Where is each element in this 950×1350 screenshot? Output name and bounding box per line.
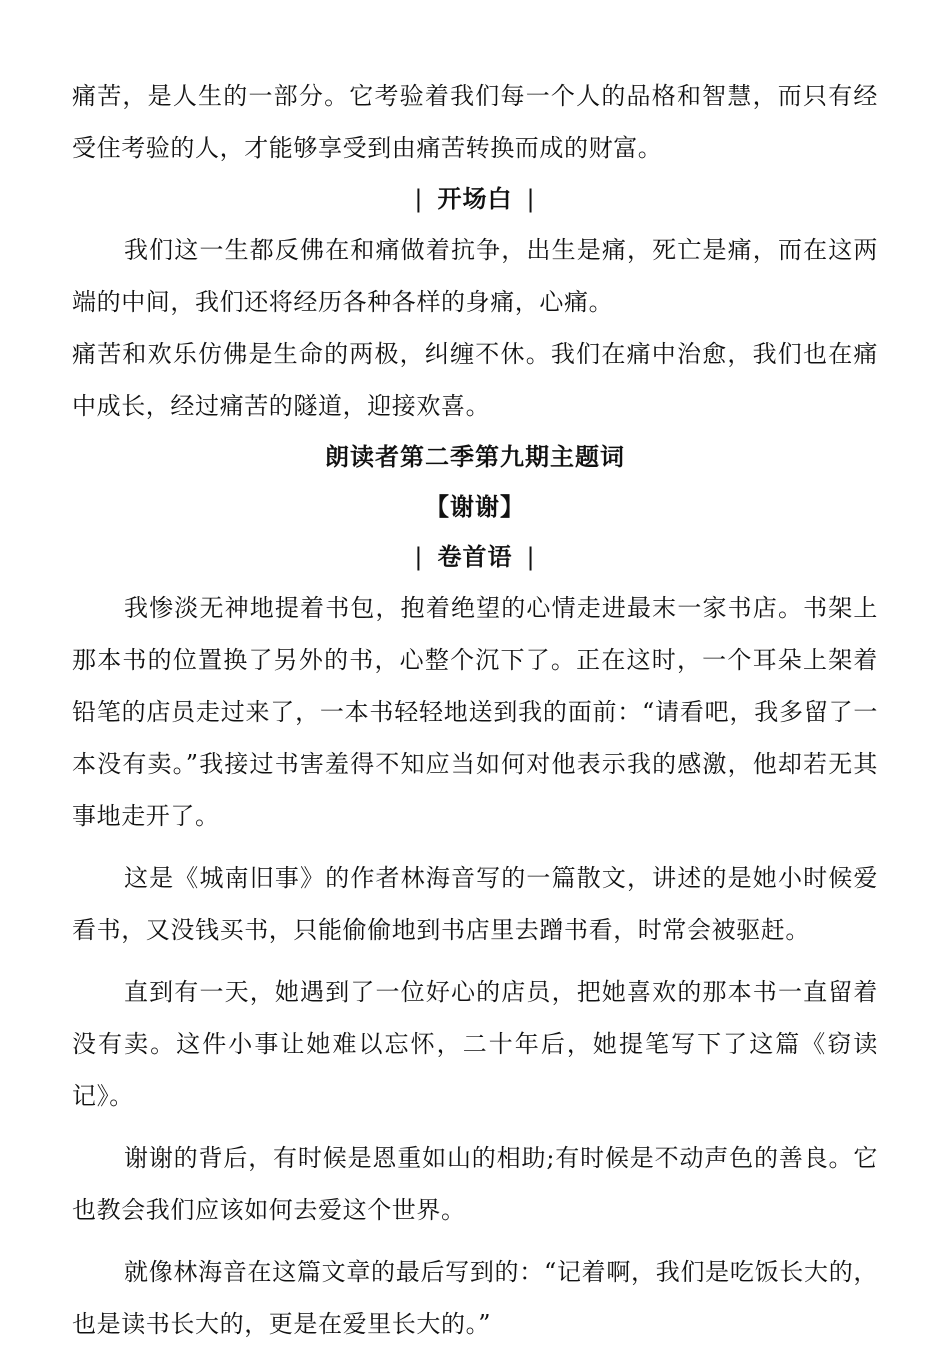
section-heading-opening: [72, 174, 878, 224]
intro-paragraph: 痛苦，是人生的一部分。它考验着我们每一个人的品格和智慧，而只有经受住考验的人，才能够享受到由痛苦转换而成的财富。: [72, 82, 878, 162]
document-title: 朗读者第二季第九期主题词: [325, 443, 625, 471]
preface-paragraph: 谢谢的背后，有时候是恩重如山的相助;有时候是不动声色的善良。它也教会我们应该如何去爱这个世界。: [72, 1144, 878, 1224]
heading-divider-right: |: [526, 543, 536, 571]
theme-word: 【谢谢】: [425, 493, 525, 521]
preface-paragraph: 我惨淡无神地提着书包，抱着绝望的心情走进最末一家书店。书架上那本书的位置换了另外的书，心整个沉下了。正在这时，一个耳朵上架着铅笔的店员走过来了，一本书轻轻地送到我的面前：“请看吧，我多留了一本没有卖。”我接过书害羞得不知应当如何对他表示我的感激，他却若无其事地走开了。: [72, 594, 878, 830]
preface-paragraph: 直到有一天，她遇到了一位好心的店员，把她喜欢的那本书一直留着没有卖。这件小事让她难以忘怀，二十年后，她提笔写下了这篇《窃读记》。: [72, 978, 878, 1110]
opening-paragraph: 痛苦和欢乐仿佛是生命的两极，纠缠不休。我们在痛中治愈，我们也在痛中成长，经过痛苦的隧道，迎接欢喜。: [72, 340, 878, 420]
preface-paragraph: 这是《城南旧事》的作者林海音写的一篇散文，讲述的是她小时候爱看书，又没钱买书，只能偷偷地到书店里去蹭书看，时常会被驱赶。: [72, 864, 878, 944]
section-heading-text: 开场白: [437, 185, 513, 213]
section-heading-preface: [72, 532, 878, 582]
heading-divider-left: |: [414, 543, 424, 571]
preface-paragraph: 就像林海音在这篇文章的最后写到的：“记着啊，我们是吃饭长大的，也是读书长大的，更是在爱里长大的。”: [72, 1258, 878, 1338]
section-heading-text: 卷首语: [437, 543, 513, 571]
heading-divider-left: |: [414, 185, 424, 213]
document-page: [72, 70, 878, 1350]
heading-divider-right: |: [526, 185, 536, 213]
opening-paragraph: 我们这一生都反佛在和痛做着抗争，出生是痛，死亡是痛，而在这两端的中间，我们还将经历各种各样的身痛，心痛。: [72, 236, 878, 316]
